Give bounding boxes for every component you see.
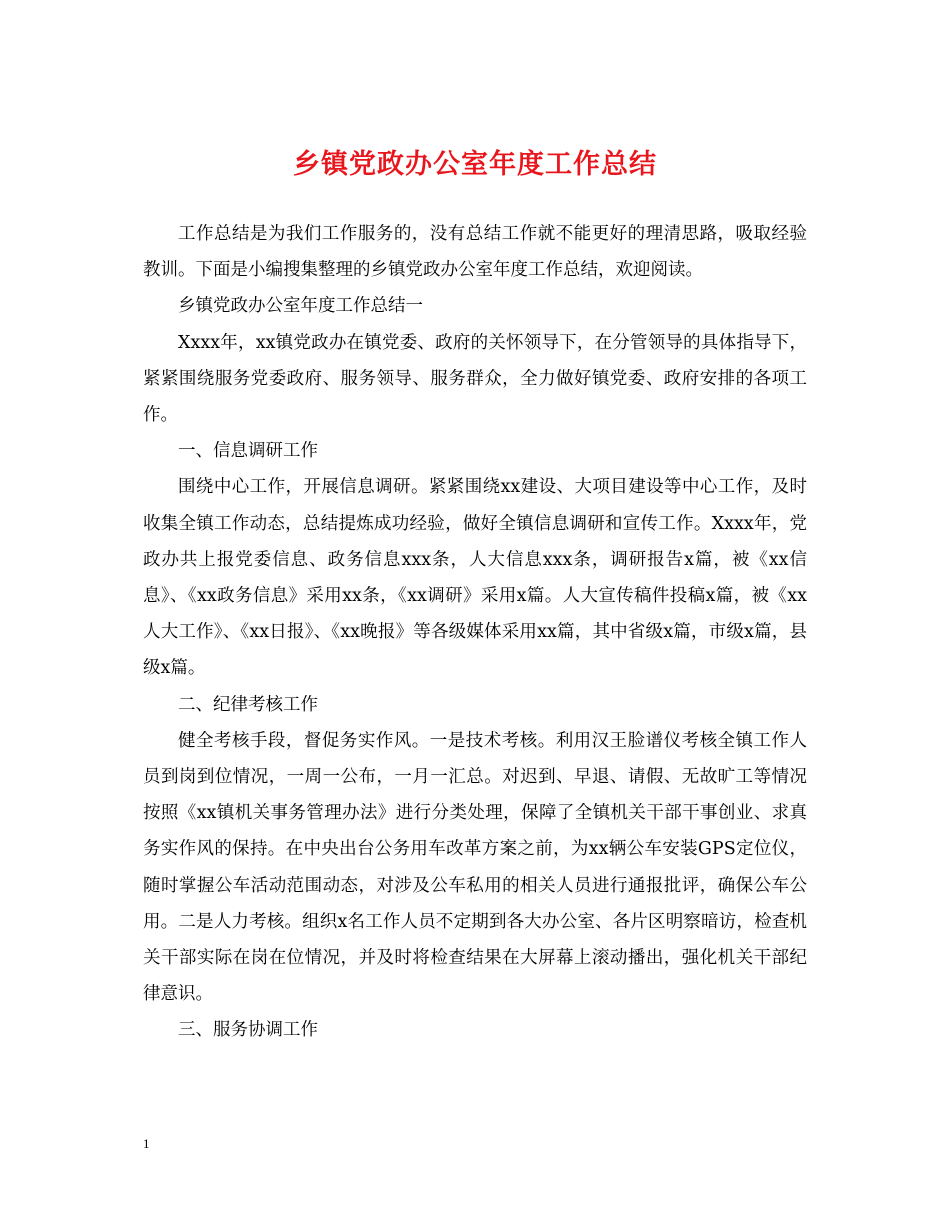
paragraph-discipline: 健全考核手段，督促务实作风。一是技术考核。利用汉王脸谱仪考核全镇工作人员到岗到位情况，一周一公布，一月一汇总。对迟到、早退、请假、无故旷工等情况按照《xx镇机关事务管理办法》进行分类处理，保障了全镇机关干部干事创业、求真务实作风的保持。在中央出台公务用车改革方案之前，为xx辆公车安装GPS定位仪，随时掌握公车活动范围动态，对涉及公车私用的相关人员进行通报批评，确保公车公用。二是人力考核。组织x名工作人员不定期到各大办公室、各片区明察暗访，检查机关干部实际在岗在位情况，并及时将检查结果在大屏幕上滚动播出，强化机关干部纪律意识。 [143, 730, 807, 1005]
document-title: 乡镇党政办公室年度工作总结 [293, 149, 657, 180]
paragraph-intro: 工作总结是为我们工作服务的，没有总结工作就不能更好的理清思路，吸取经验教训。下面是小编搜集整理的乡镇党政办公室年度工作总结，欢迎阅读。 [143, 224, 807, 281]
section-heading-discipline: 二、纪律考核工作 [178, 694, 318, 715]
paragraph-info-research: 围绕中心工作，开展信息调研。紧紧围绕xx建设、大项目建设等中心工作，及时收集全镇工作动态，总结提炼成功经验，做好全镇信息调研和宣传工作。Xxxx年，党政办共上报党委信息、政务信息xxx条，人大信息xxx条，调研报告x篇，被《xx信息》、《xx政务信息》采用xx条，《xx调研》采用x篇。人大宣传稿件投稿x篇，被《xx人大工作》、《xx日报》、《xx晚报》等各级媒体采用xx篇，其中省级x篇，市级x篇，县级x篇。 [143, 477, 807, 679]
paragraph-overview: Xxxx年，xx镇党政办在镇党委、政府的关怀领导下，在分管领导的具体指导下，紧紧围绕服务党委政府、服务领导、服务群众，全力做好镇党委、政府安排的各项工作。 [143, 332, 807, 426]
section-heading-service: 三、服务协调工作 [178, 1020, 318, 1041]
section-heading-summary-one: 乡镇党政办公室年度工作总结一 [178, 296, 423, 317]
document-body [143, 216, 807, 1049]
page-number: 1 [143, 1136, 150, 1151]
section-heading-info-research: 一、信息调研工作 [178, 441, 318, 462]
